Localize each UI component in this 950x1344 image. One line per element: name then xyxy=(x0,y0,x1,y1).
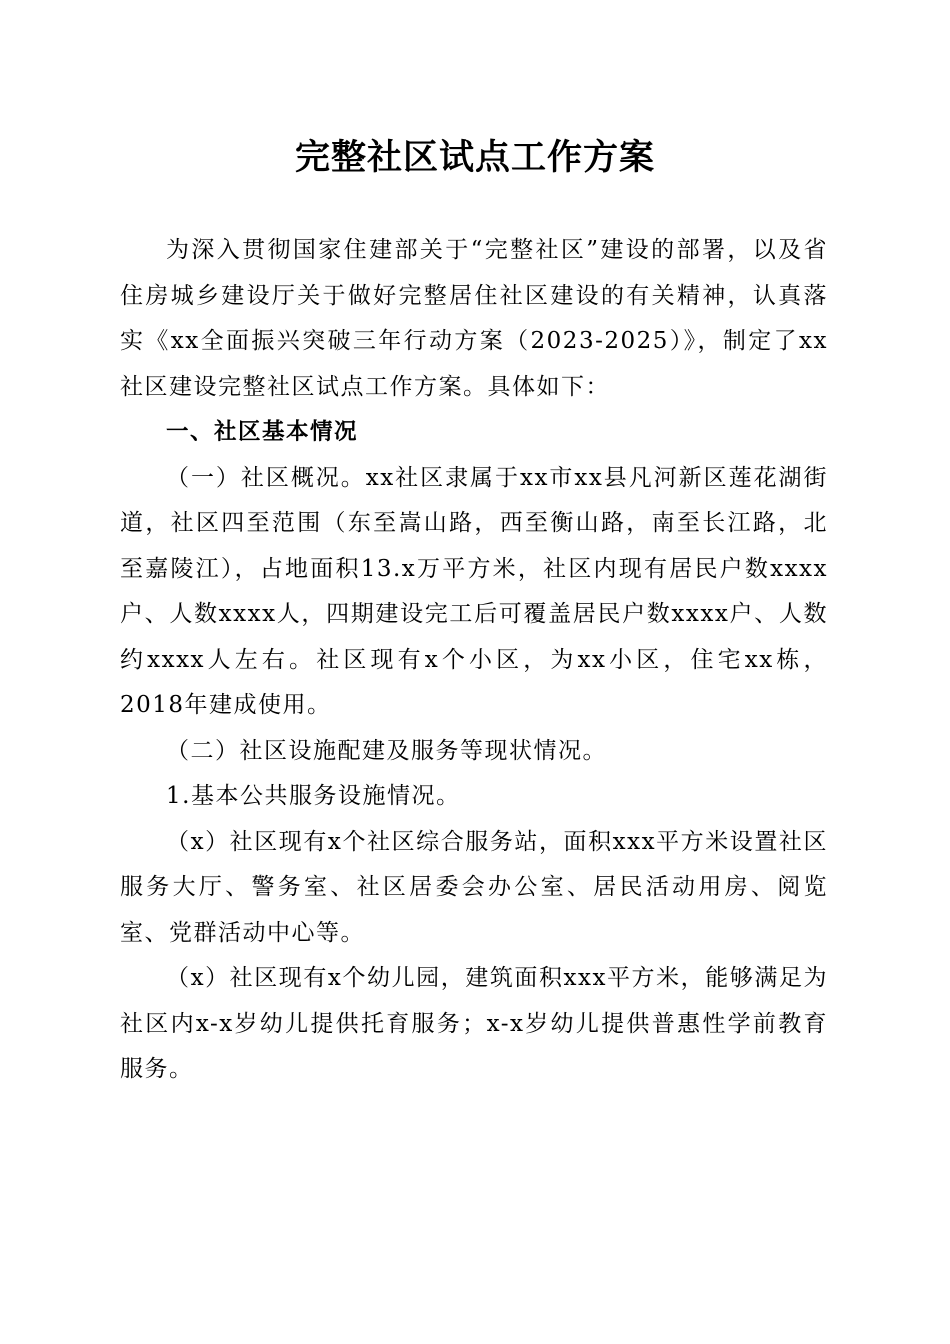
list-item-heading: 1.基本公共服务设施情况。 xyxy=(166,783,461,809)
subsection-heading: （二）社区设施配建及服务等现状情况。 xyxy=(166,737,607,764)
list-item-paragraph: （x）社区现有x个幼儿园，建筑面积xxx平方米，能够满足为社区内x-x岁幼儿提供托育服务；x-x岁幼儿提供普惠性学前教育服务。 xyxy=(120,965,828,1082)
intro-paragraph: 为深入贯彻国家住建部关于“完整社区”建设的部署，以及省住房城乡建设厅关于做好完整居住社区建设的有关精神，认真落实《xx全面振兴突破三年行动方案（2023-2025）》，制定了xx社区建设完整社区试点工作方案。具体如下： xyxy=(120,237,828,400)
document-title: 完整社区试点工作方案 xyxy=(294,137,655,178)
section-heading: 一、社区基本情况 xyxy=(166,419,359,445)
list-item-paragraph: （x）社区现有x个社区综合服务站，面积xxx平方米设置社区服务大厅、警务室、社区居委会办公室、居民活动用房、阅览室、党群活动中心等。 xyxy=(120,828,828,946)
subsection-paragraph: （一）社区概况。xx社区隶属于xx市xx县凡河新区莲花湖街道，社区四至范围（东至嵩山路，西至衡山路，南至长江路，北至嘉陵江），占地面积13.x万平方米，社区内现有居民户数xxxx户、人数xxxx人，四期建设完工后可覆盖居民户数xxxx户、人数约xxxx人左右。社区现有x个小区，为xx小区，住宅xx栋，2018年建成使用。 xyxy=(120,464,828,718)
document-body xyxy=(120,228,828,1093)
